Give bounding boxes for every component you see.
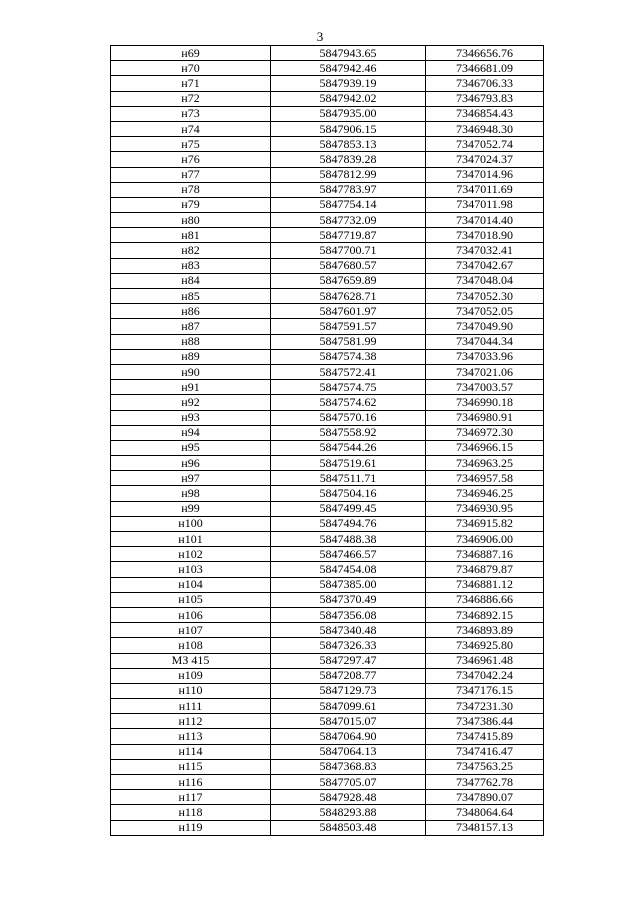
table-row [111,729,544,744]
point-label-cell: н75 [111,137,271,152]
x-coordinate-cell: 5847601.97 [271,304,426,319]
x-coordinate-cell: 5847705.07 [271,775,426,790]
x-coordinate-cell: 5847015.07 [271,714,426,729]
x-coordinate-cell: 5847466.57 [271,547,426,562]
x-coordinate-cell: 5847064.13 [271,744,426,759]
point-label-cell: н91 [111,380,271,395]
x-coordinate-cell: 5847680.57 [271,258,426,273]
y-coordinate-cell: 7347048.04 [426,273,544,288]
x-coordinate-cell: 5847942.46 [271,61,426,76]
x-coordinate-cell: 5847519.61 [271,456,426,471]
x-coordinate-cell: 5847853.13 [271,137,426,152]
point-label-cell: н80 [111,213,271,228]
y-coordinate-cell: 7347042.24 [426,668,544,683]
y-coordinate-cell: 7347416.47 [426,744,544,759]
y-coordinate-cell: 7346930.95 [426,501,544,516]
point-label-cell: н72 [111,91,271,106]
y-coordinate-cell: 7348064.64 [426,805,544,820]
point-label-cell: н102 [111,547,271,562]
point-label-cell: н100 [111,516,271,531]
point-label-cell: н81 [111,228,271,243]
x-coordinate-cell: 5847574.62 [271,395,426,410]
y-coordinate-cell: 7347176.15 [426,683,544,698]
x-coordinate-cell: 5848503.48 [271,820,426,835]
y-coordinate-cell: 7346948.30 [426,121,544,136]
table-row [111,607,544,622]
point-label-cell: н119 [111,820,271,835]
point-label-cell: н71 [111,76,271,91]
point-label-cell: н87 [111,319,271,334]
x-coordinate-cell: 5847499.45 [271,501,426,516]
point-label-cell: н104 [111,577,271,592]
x-coordinate-cell: 5847064.90 [271,729,426,744]
point-label-cell: н92 [111,395,271,410]
point-label-cell: н90 [111,364,271,379]
point-label-cell: н84 [111,273,271,288]
x-coordinate-cell: 5847558.92 [271,425,426,440]
x-coordinate-cell: 5847511.71 [271,471,426,486]
table-row [111,213,544,228]
y-coordinate-cell: 7346887.16 [426,547,544,562]
table-row [111,152,544,167]
y-coordinate-cell: 7347052.74 [426,137,544,152]
point-label-cell: н118 [111,805,271,820]
point-label-cell: н79 [111,197,271,212]
point-label-cell: н86 [111,304,271,319]
x-coordinate-cell: 5847574.75 [271,380,426,395]
point-label-cell: н111 [111,699,271,714]
y-coordinate-cell: 7346980.91 [426,410,544,425]
y-coordinate-cell: 7347415.89 [426,729,544,744]
x-coordinate-cell: 5847368.83 [271,759,426,774]
y-coordinate-cell: 7347231.30 [426,699,544,714]
x-coordinate-cell: 5847544.26 [271,440,426,455]
point-label-cell: н89 [111,349,271,364]
table-row [111,61,544,76]
table-row [111,349,544,364]
y-coordinate-cell: 7347044.34 [426,334,544,349]
x-coordinate-cell: 5847732.09 [271,213,426,228]
point-label-cell: МЗ 415 [111,653,271,668]
y-coordinate-cell: 7346963.25 [426,456,544,471]
table-row [111,638,544,653]
x-coordinate-cell: 5847943.65 [271,46,426,61]
y-coordinate-cell: 7346957.58 [426,471,544,486]
x-coordinate-cell: 5847504.16 [271,486,426,501]
y-coordinate-cell: 7346972.30 [426,425,544,440]
x-coordinate-cell: 5847340.48 [271,623,426,638]
point-label-cell: н99 [111,501,271,516]
x-coordinate-cell: 5847570.16 [271,410,426,425]
x-coordinate-cell: 5847574.38 [271,349,426,364]
table-row [111,46,544,61]
y-coordinate-cell: 7347762.78 [426,775,544,790]
x-coordinate-cell: 5847783.97 [271,182,426,197]
y-coordinate-cell: 7346915.82 [426,516,544,531]
y-coordinate-cell: 7347042.67 [426,258,544,273]
coordinates-table [110,45,544,836]
y-coordinate-cell: 7347052.30 [426,289,544,304]
table-row [111,137,544,152]
table-row [111,668,544,683]
y-coordinate-cell: 7346706.33 [426,76,544,91]
point-label-cell: н96 [111,456,271,471]
x-coordinate-cell: 5847099.61 [271,699,426,714]
y-coordinate-cell: 7346893.89 [426,623,544,638]
table-row [111,759,544,774]
point-label-cell: н101 [111,532,271,547]
table-row [111,106,544,121]
x-coordinate-cell: 5847370.49 [271,592,426,607]
y-coordinate-cell: 7347014.96 [426,167,544,182]
y-coordinate-cell: 7347032.41 [426,243,544,258]
point-label-cell: н97 [111,471,271,486]
x-coordinate-cell: 5847356.08 [271,607,426,622]
table-row [111,243,544,258]
x-coordinate-cell: 5847488.38 [271,532,426,547]
x-coordinate-cell: 5847839.28 [271,152,426,167]
point-label-cell: н113 [111,729,271,744]
y-coordinate-cell: 7347052.05 [426,304,544,319]
table-row [111,456,544,471]
table-row [111,258,544,273]
table-row [111,532,544,547]
table-row [111,197,544,212]
y-coordinate-cell: 7346681.09 [426,61,544,76]
table-row [111,91,544,106]
table-row [111,562,544,577]
y-coordinate-cell: 7346793.83 [426,91,544,106]
x-coordinate-cell: 5847812.99 [271,167,426,182]
y-coordinate-cell: 7346906.00 [426,532,544,547]
table-row [111,775,544,790]
x-coordinate-cell: 5847719.87 [271,228,426,243]
table-row [111,319,544,334]
y-coordinate-cell: 7346946.25 [426,486,544,501]
point-label-cell: н70 [111,61,271,76]
table-row [111,395,544,410]
point-label-cell: н114 [111,744,271,759]
table-row [111,289,544,304]
y-coordinate-cell: 7346892.15 [426,607,544,622]
point-label-cell: н76 [111,152,271,167]
y-coordinate-cell: 7346879.87 [426,562,544,577]
point-label-cell: н112 [111,714,271,729]
y-coordinate-cell: 7346854.43 [426,106,544,121]
table-row [111,182,544,197]
x-coordinate-cell: 5847700.71 [271,243,426,258]
table-row [111,744,544,759]
table-row [111,167,544,182]
point-label-cell: н103 [111,562,271,577]
point-label-cell: н94 [111,425,271,440]
point-label-cell: н108 [111,638,271,653]
point-label-cell: н95 [111,440,271,455]
point-label-cell: н105 [111,592,271,607]
point-label-cell: н115 [111,759,271,774]
x-coordinate-cell: 5847942.02 [271,91,426,106]
x-coordinate-cell: 5847454.08 [271,562,426,577]
table-row [111,683,544,698]
table-row [111,425,544,440]
point-label-cell: н106 [111,607,271,622]
table-row [111,471,544,486]
x-coordinate-cell: 5847581.99 [271,334,426,349]
point-label-cell: н110 [111,683,271,698]
y-coordinate-cell: 7346886.66 [426,592,544,607]
point-label-cell: н74 [111,121,271,136]
table-row [111,820,544,835]
y-coordinate-cell: 7346881.12 [426,577,544,592]
point-label-cell: н77 [111,167,271,182]
table-row [111,121,544,136]
table-row [111,805,544,820]
x-coordinate-cell: 5848293.88 [271,805,426,820]
table-row [111,440,544,455]
y-coordinate-cell: 7347033.96 [426,349,544,364]
y-coordinate-cell: 7347563.25 [426,759,544,774]
y-coordinate-cell: 7347003.57 [426,380,544,395]
y-coordinate-cell: 7347049.90 [426,319,544,334]
table-row [111,486,544,501]
table-row [111,273,544,288]
x-coordinate-cell: 5847628.71 [271,289,426,304]
x-coordinate-cell: 5847297.47 [271,653,426,668]
table-row [111,364,544,379]
table-row [111,76,544,91]
table-row [111,410,544,425]
y-coordinate-cell: 7347018.90 [426,228,544,243]
point-label-cell: н116 [111,775,271,790]
table-row [111,304,544,319]
y-coordinate-cell: 7347011.98 [426,197,544,212]
table-row [111,501,544,516]
x-coordinate-cell: 5847208.77 [271,668,426,683]
table-row [111,623,544,638]
point-label-cell: н98 [111,486,271,501]
page-number: 3 [316,29,324,44]
table-row [111,790,544,805]
x-coordinate-cell: 5847906.15 [271,121,426,136]
point-label-cell: н109 [111,668,271,683]
coordinates-table-body [111,46,544,836]
table-row [111,653,544,668]
y-coordinate-cell: 7347021.06 [426,364,544,379]
y-coordinate-cell: 7346961.48 [426,653,544,668]
y-coordinate-cell: 7347011.69 [426,182,544,197]
x-coordinate-cell: 5847326.33 [271,638,426,653]
point-label-cell: н73 [111,106,271,121]
table-row [111,592,544,607]
point-label-cell: н69 [111,46,271,61]
table-row [111,516,544,531]
x-coordinate-cell: 5847928.48 [271,790,426,805]
y-coordinate-cell: 7346925.80 [426,638,544,653]
x-coordinate-cell: 5847939.19 [271,76,426,91]
table-row [111,380,544,395]
y-coordinate-cell: 7346656.76 [426,46,544,61]
table-row [111,228,544,243]
table-row [111,714,544,729]
y-coordinate-cell: 7347024.37 [426,152,544,167]
x-coordinate-cell: 5847591.57 [271,319,426,334]
y-coordinate-cell: 7348157.13 [426,820,544,835]
point-label-cell: н107 [111,623,271,638]
x-coordinate-cell: 5847754.14 [271,197,426,212]
y-coordinate-cell: 7346990.18 [426,395,544,410]
x-coordinate-cell: 5847659.89 [271,273,426,288]
point-label-cell: н82 [111,243,271,258]
x-coordinate-cell: 5847935.00 [271,106,426,121]
point-label-cell: н93 [111,410,271,425]
point-label-cell: н88 [111,334,271,349]
point-label-cell: н85 [111,289,271,304]
y-coordinate-cell: 7347890.07 [426,790,544,805]
point-label-cell: н78 [111,182,271,197]
point-label-cell: н117 [111,790,271,805]
table-row [111,577,544,592]
point-label-cell: н83 [111,258,271,273]
table-row [111,699,544,714]
y-coordinate-cell: 7347014.40 [426,213,544,228]
x-coordinate-cell: 5847494.76 [271,516,426,531]
x-coordinate-cell: 5847385.00 [271,577,426,592]
y-coordinate-cell: 7347386.44 [426,714,544,729]
table-row [111,334,544,349]
x-coordinate-cell: 5847572.41 [271,364,426,379]
x-coordinate-cell: 5847129.73 [271,683,426,698]
y-coordinate-cell: 7346966.15 [426,440,544,455]
table-row [111,547,544,562]
